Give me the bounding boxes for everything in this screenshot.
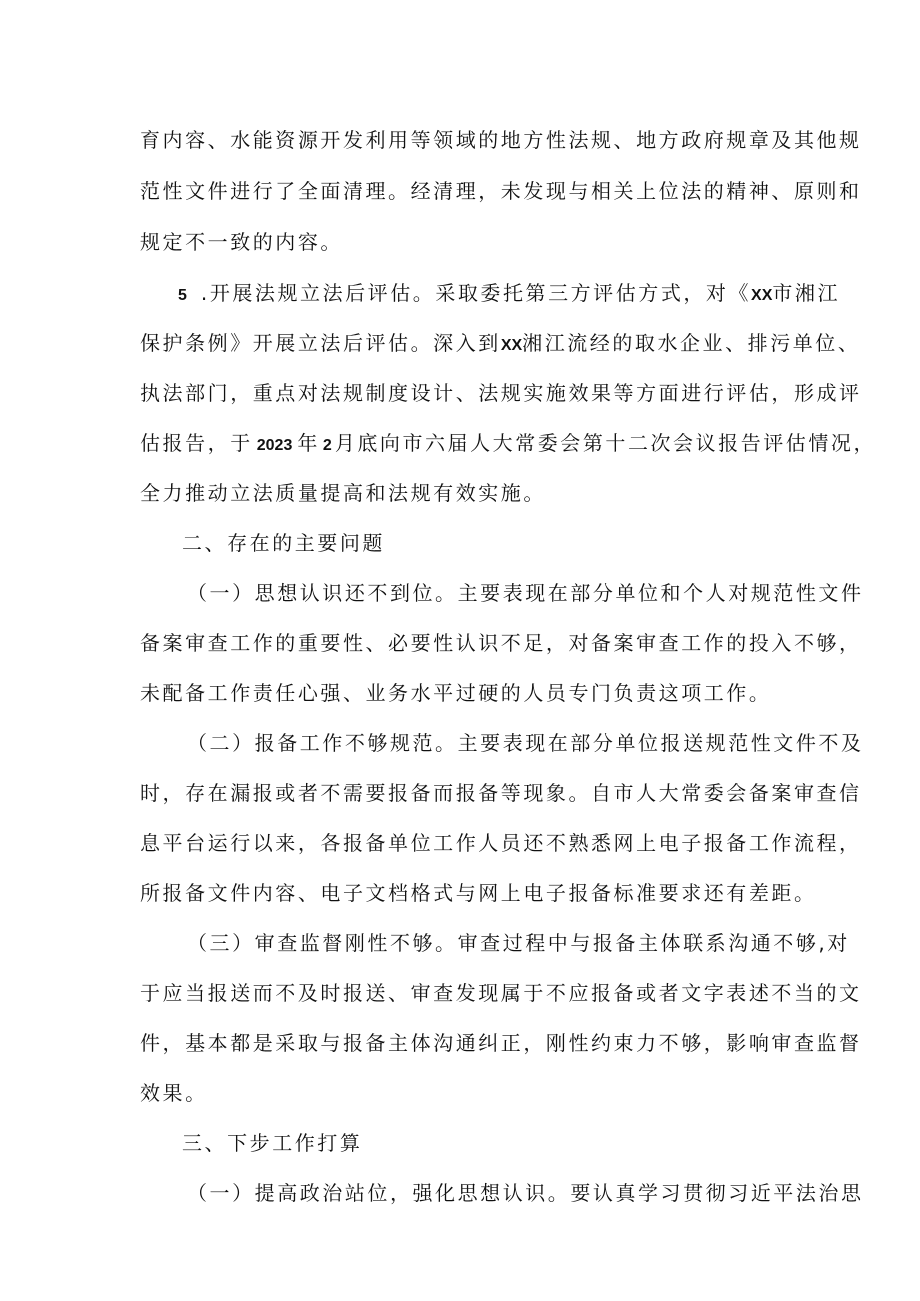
item5-year: 2023: [256, 437, 293, 454]
s2p2-line-2: 时，存在漏报或者不需要报备而报备等现象。自市人大常委会备案审查信: [140, 781, 862, 805]
item5-line1-xx: XX: [751, 287, 773, 304]
section2-heading: 二、存在的主要问题: [182, 531, 385, 555]
item5-line-5: 全力推动立法质量提高和法规有效实施。: [140, 481, 546, 505]
item5-line-3: 执法部门，重点对法规制度设计、法规实施效果等方面进行评估，形成评: [140, 381, 862, 405]
s2p3-line-2: 于应当报送而不及时报送、审查发现属于不应报备或者文字表述不当的文: [140, 981, 862, 1005]
section3-heading: 三、下步工作打算: [182, 1131, 363, 1155]
item5-line4-text-c: 月底向市六届人大常委会第十二次会议报告评估情况，: [334, 431, 877, 455]
item5-number: 5: [178, 287, 187, 304]
s2p3-line-1: （三）审查监督刚性不够。审查过程中与报备主体联系沟通不够,对: [187, 931, 850, 955]
s3p1-line-1: （一）提高政治站位，强化思想认识。要认真学习贯彻习近平法治思: [187, 1181, 864, 1205]
s2p1-line-3: 未配备工作责任心强、业务水平过硬的人员专门负责这项工作。: [140, 681, 772, 705]
item5-line2-xx: XX: [500, 337, 523, 354]
item5-line-1: [178, 279, 840, 310]
item5-line1-text-b: 市湘江: [772, 281, 841, 305]
s2p1-line-1: （一）思想认识还不到位。主要表现在部分单位和个人对规范性文件: [187, 581, 864, 605]
s2p3-line-3: 件，基本都是采取与报备主体沟通纠正，刚性约束力不够，影响审查监督: [140, 1031, 862, 1055]
s2p3-line-4: 效果。: [140, 1081, 208, 1105]
s2p2-line-3: 息平台运行以来，各报备单位工作人员还不熟悉网上电子报备工作流程，: [140, 831, 862, 855]
item5-line-2: [140, 329, 860, 360]
item5-line4-text-b: 年: [297, 431, 320, 455]
intro-line-2: 范性文件进行了全面清理。经清理，未发现与相关上位法的精神、原则和: [140, 179, 862, 203]
s2p2-line-1: （二）报备工作不够规范。主要表现在部分单位报送规范性文件不及: [187, 731, 864, 755]
item5-month: 2: [322, 437, 332, 454]
item5-line4-text-a: 估报告，于: [140, 431, 253, 455]
intro-line-3: 规定不一致的内容。: [140, 230, 343, 254]
item5-line-4: [140, 429, 876, 460]
item5-line1-text-a: .开展法规立法后评估。采取委托第三方评估方式，对《: [200, 281, 752, 305]
intro-line-1: 育内容、水能资源开发利用等领域的地方性法规、地方政府规章及其他规: [140, 128, 862, 152]
item5-line2-text-b: 湘江流经的取水企业、排污单位、: [522, 331, 861, 355]
item5-line2-text-a: 保护条例》开展立法后评估。深入到: [140, 331, 501, 355]
s2p2-line-4: 所报备文件内容、电子文档格式与网上电子报备标准要求还有差距。: [140, 881, 817, 905]
s2p1-line-2: 备案审查工作的重要性、必要性认识不足，对备案审查工作的投入不够，: [140, 631, 862, 655]
